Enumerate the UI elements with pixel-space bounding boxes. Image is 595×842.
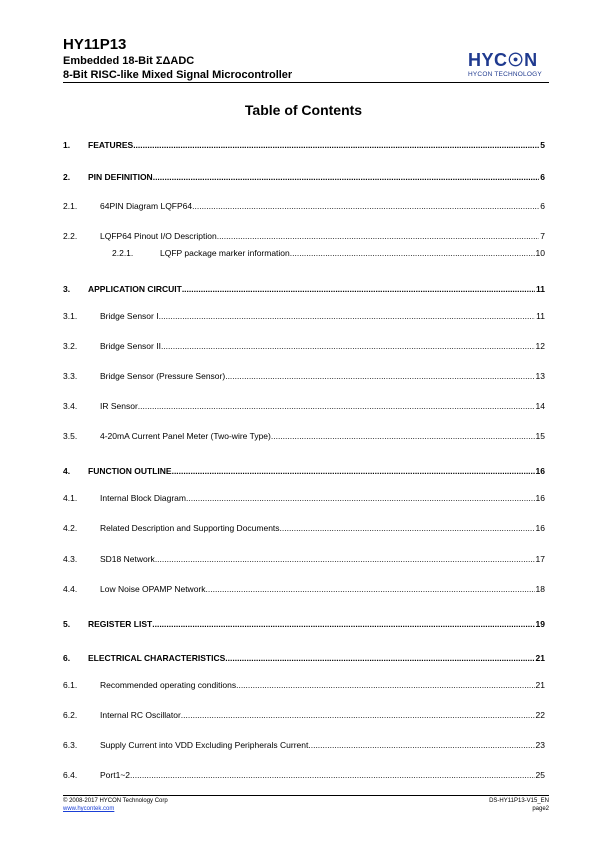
toc-leader [133,138,539,152]
toc-leader [130,768,535,782]
toc-number: 6.2. [63,710,78,720]
header-rule [63,82,549,83]
toc-text: Internal RC Oscillator [100,710,181,720]
toc-text: Low Noise OPAMP Network [100,584,206,594]
toc-leader [271,429,535,443]
toc-entry[interactable] [63,651,545,665]
toc-page: 16 [535,493,545,503]
toc-page: 10 [535,248,545,258]
toc-number: 2.2.1. [112,248,134,258]
toc-text: REGISTER LIST [88,619,153,629]
toc-text: 4-20mA Current Panel Meter (Two-wire Type) [100,431,271,441]
toc-number: 3.2. [63,341,78,351]
toc-entry[interactable] [63,582,545,596]
toc-page: 23 [535,740,545,750]
toc-leader [172,464,535,478]
toc-text: Supply Current into VDD Excluding Peripherals Current [100,740,309,750]
doc-subtitle-1: Embedded 18-Bit ΣΔADC [63,55,195,67]
toc-entry[interactable] [63,768,545,782]
toc-page: 5 [540,140,545,150]
toc-entry[interactable] [63,491,545,505]
toc-leader [159,309,536,323]
footer-doc-id: DS-HY11P13-V15_EN [489,798,549,804]
toc-number: 3.3. [63,371,78,381]
toc-entry[interactable] [63,708,545,722]
toc-number: 3. [63,284,71,294]
toc-entry[interactable] [63,399,545,413]
toc-page: 11 [536,311,545,321]
toc-text: Bridge Sensor I [100,311,159,321]
toc-entry[interactable] [63,138,545,152]
toc-leader [155,552,535,566]
toc-number: 3.4. [63,401,78,411]
toc-number: 5. [63,619,71,629]
toc-leader [153,170,540,184]
footer-page-number: page2 [532,806,549,812]
toc-page: 6 [540,172,545,182]
toc-text: Related Description and Supporting Documents [100,523,280,533]
toc-text: Recommended operating conditions [100,680,237,690]
toc-text: APPLICATION CIRCUIT [88,284,182,294]
toc-text: Bridge Sensor (Pressure Sensor) [100,371,226,381]
toc-number: 6.4. [63,770,78,780]
toc-entry[interactable] [63,282,545,296]
toc-number: 4.1. [63,493,78,503]
toc-leader [308,738,534,752]
toc-page: 21 [535,653,545,663]
toc-leader [217,229,540,243]
toc-leader [236,678,534,692]
toc-leader [290,246,535,260]
toc-leader [181,708,535,722]
toc-entry[interactable] [63,552,545,566]
toc-entry[interactable] [63,339,545,353]
toc-number: 6.1. [63,680,78,690]
toc-page: 14 [535,401,545,411]
toc-text: IR Sensor [100,401,138,411]
toc-number: 6. [63,653,71,663]
toc-text: LQFP package marker information [160,248,290,258]
toc-page: 15 [535,431,545,441]
toc-text: Bridge Sensor II [100,341,161,351]
toc-leader [186,491,535,505]
toc-number: 2.2. [63,231,78,241]
toc-text: FEATURES [88,140,134,150]
toc-text: 64PIN Diagram LQFP64 [100,201,193,211]
toc-page: 16 [535,466,545,476]
toc-number: 4. [63,466,71,476]
toc-page: 13 [535,371,545,381]
toc-entry[interactable] [63,464,545,478]
hycon-logo [468,50,552,78]
toc-text: ELECTRICAL CHARACTERISTICS [88,653,226,663]
toc-leader [192,199,539,213]
toc-number: 2. [63,172,71,182]
toc-entry[interactable] [63,429,545,443]
toc-page: 22 [535,710,545,720]
toc-number: 2.1. [63,201,78,211]
logo-subtext: HYCON TECHNOLOGY [468,71,542,78]
toc-entry[interactable] [63,369,545,383]
toc-entry[interactable] [63,246,545,260]
toc-page: 12 [535,341,545,351]
toc-page: 11 [536,284,545,294]
toc-entry[interactable] [63,309,545,323]
toc-page: 18 [535,584,545,594]
toc-entry[interactable] [63,199,545,213]
toc-number: 1. [63,140,71,150]
footer-website-link[interactable]: www.hycontek.com [63,806,115,812]
toc-number: 4.4. [63,584,78,594]
toc-text: Port1~2 [100,770,131,780]
toc-number: 6.3. [63,740,78,750]
toc-text: PIN DEFINITION [88,172,153,182]
toc-leader [152,617,534,631]
toc-leader [225,651,534,665]
toc-text: Internal Block Diagram [100,493,186,503]
toc-number: 3.1. [63,311,78,321]
toc-text: SD18 Network [100,554,155,564]
footer-rule [63,795,549,796]
toc-leader [138,399,535,413]
toc-page: 19 [535,619,545,629]
toc-page: 6 [540,201,545,211]
toc-title: Table of Contents [244,102,363,118]
toc-leader [280,521,535,535]
toc-leader [182,282,535,296]
toc-page: 21 [535,680,545,690]
toc-text: LQFP64 Pinout I/O Description [100,231,217,241]
toc-entry[interactable] [63,521,545,535]
toc-entry[interactable] [63,229,545,243]
footer-copyright: © 2008-2017 HYCON Technology Corp [63,798,168,804]
doc-title: HY11P13 [63,36,127,53]
toc-number: 4.3. [63,554,78,564]
doc-subtitle-2: 8-Bit RISC-like Mixed Signal Microcontroller [63,69,293,81]
toc-entry[interactable] [63,738,545,752]
toc-leader [206,582,535,596]
logo-wordmark: HYC☉N [468,50,538,70]
toc-page: 25 [535,770,545,780]
toc-leader [161,339,535,353]
toc-entry[interactable] [63,170,545,184]
toc-page: 17 [535,554,545,564]
toc-number: 4.2. [63,523,78,533]
toc-number: 3.5. [63,431,78,441]
toc-leader [225,369,534,383]
toc-entry[interactable] [63,678,545,692]
toc-page: 7 [540,231,545,241]
toc-text: FUNCTION OUTLINE [88,466,172,476]
toc-page: 16 [535,523,545,533]
toc-entry[interactable] [63,617,545,631]
